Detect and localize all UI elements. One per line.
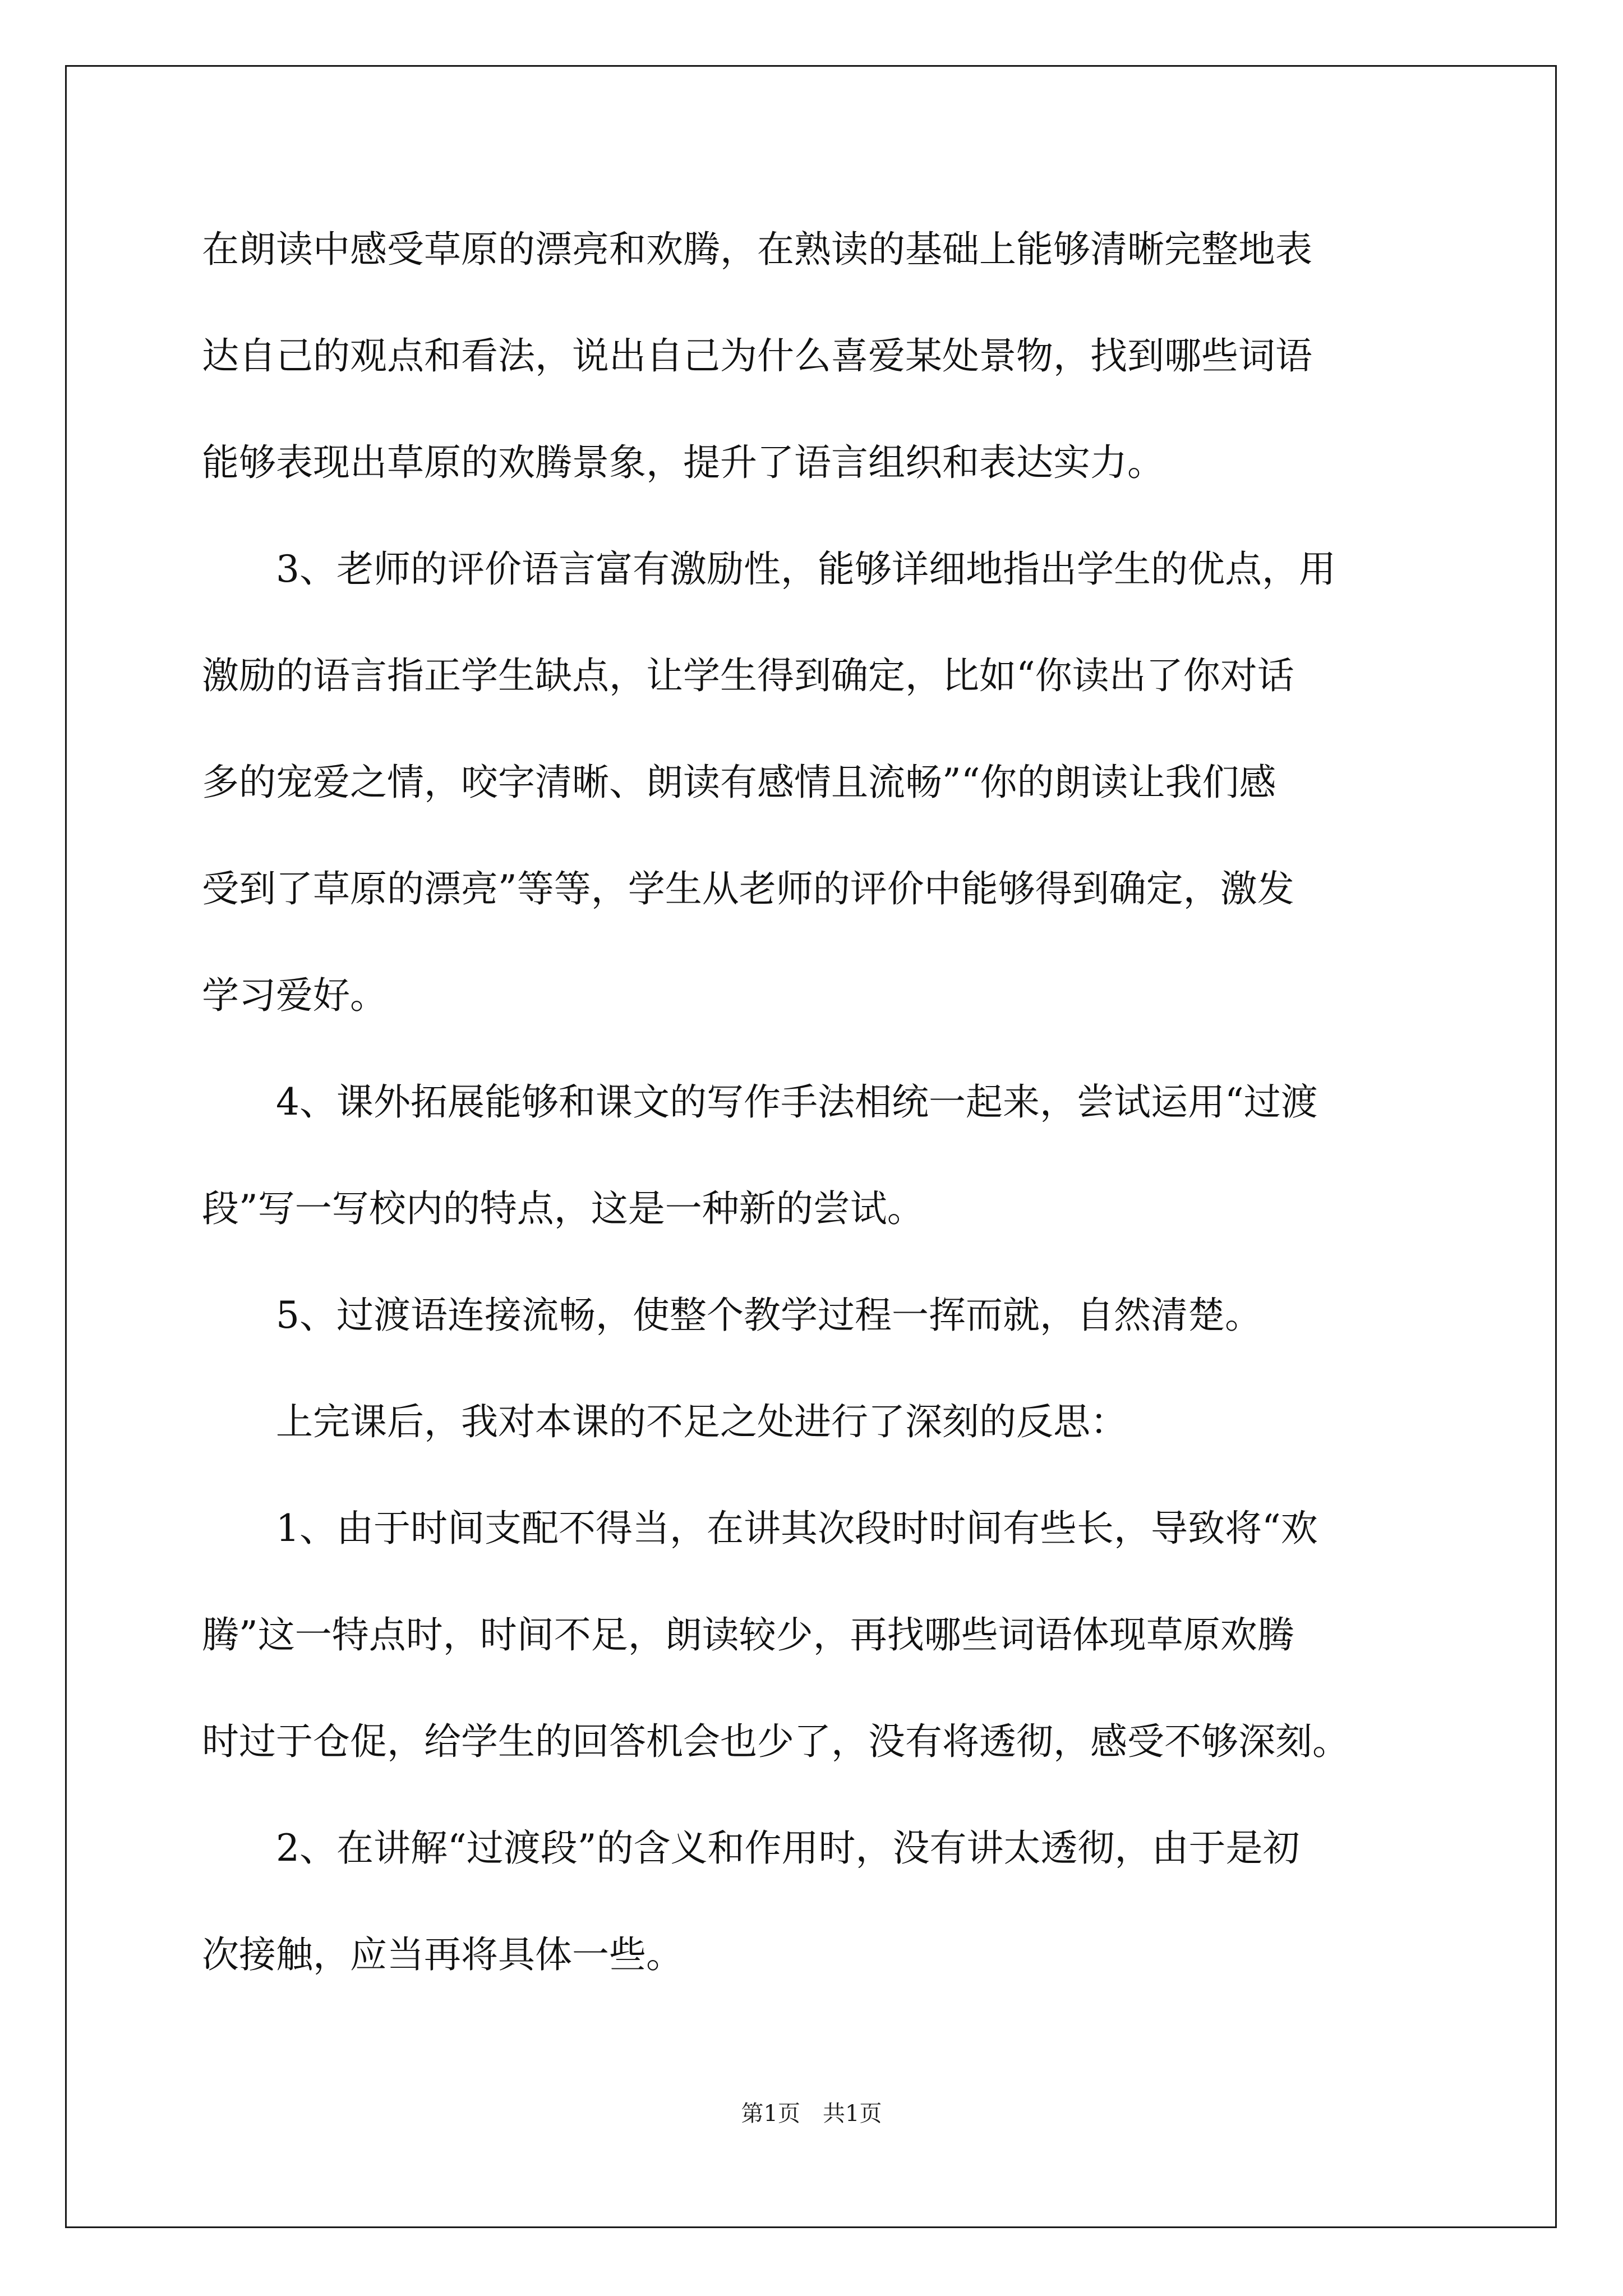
text-line-16: 2、在讲解“过渡段”的含义和作用时，没有讲太透彻，由于是初 bbox=[202, 1826, 1300, 1870]
text-line-1: 在朗读中感受草原的漂亮和欢腾，在熟读的基础上能够清晰完整地表 bbox=[202, 228, 1312, 271]
text-line-15: 时过于仓促，给学生的回答机会也少了，没有将透彻，感受不够深刻。 bbox=[202, 1720, 1349, 1763]
text-line-14: 腾”这一特点时，时间不足，朗读较少，再找哪些词语体现草原欢腾 bbox=[202, 1613, 1294, 1657]
text-line-2: 达自己的观点和看法，说出自己为什么喜爱某处景物，找到哪些词语 bbox=[202, 334, 1312, 378]
text-line-3: 能够表现出草原的欢腾景象，提升了语言组织和表达实力。 bbox=[202, 441, 1164, 484]
text-line-5: 激励的语言指正学生缺点，让学生得到确定，比如“你读出了你对话 bbox=[202, 654, 1294, 697]
text-line-7: 受到了草原的漂亮”等等，学生从老师的评价中能够得到确定，激发 bbox=[202, 867, 1294, 910]
page-border bbox=[65, 65, 1557, 2228]
text-line-12: 上完课后，我对本课的不足之处进行了深刻的反思： bbox=[202, 1400, 1127, 1443]
text-line-11: 5、过渡语连接流畅，使整个教学过程一挥而就，自然清楚。 bbox=[202, 1294, 1262, 1337]
text-line-6: 多的宠爱之情，咬字清晰、朗读有感情且流畅”“你的朗读让我们感 bbox=[202, 761, 1276, 804]
text-line-8: 学习爱好。 bbox=[202, 974, 387, 1017]
page-number-footer: 第1页 共1页 bbox=[741, 2101, 882, 2127]
text-line-10: 段”写一写校内的特点，这是一种新的尝试。 bbox=[202, 1187, 924, 1230]
text-line-9: 4、课外拓展能够和课文的写作手法相统一起来，尝试运用“过渡 bbox=[202, 1080, 1318, 1124]
text-line-13: 1、由于时间支配不得当，在讲其次段时时间有些长，导致将“欢 bbox=[202, 1507, 1318, 1550]
text-line-4: 3、老师的评价语言富有激励性，能够详细地指出学生的优点，用 bbox=[202, 547, 1336, 591]
text-line-17: 次接触，应当再将具体一些。 bbox=[202, 1933, 683, 1976]
